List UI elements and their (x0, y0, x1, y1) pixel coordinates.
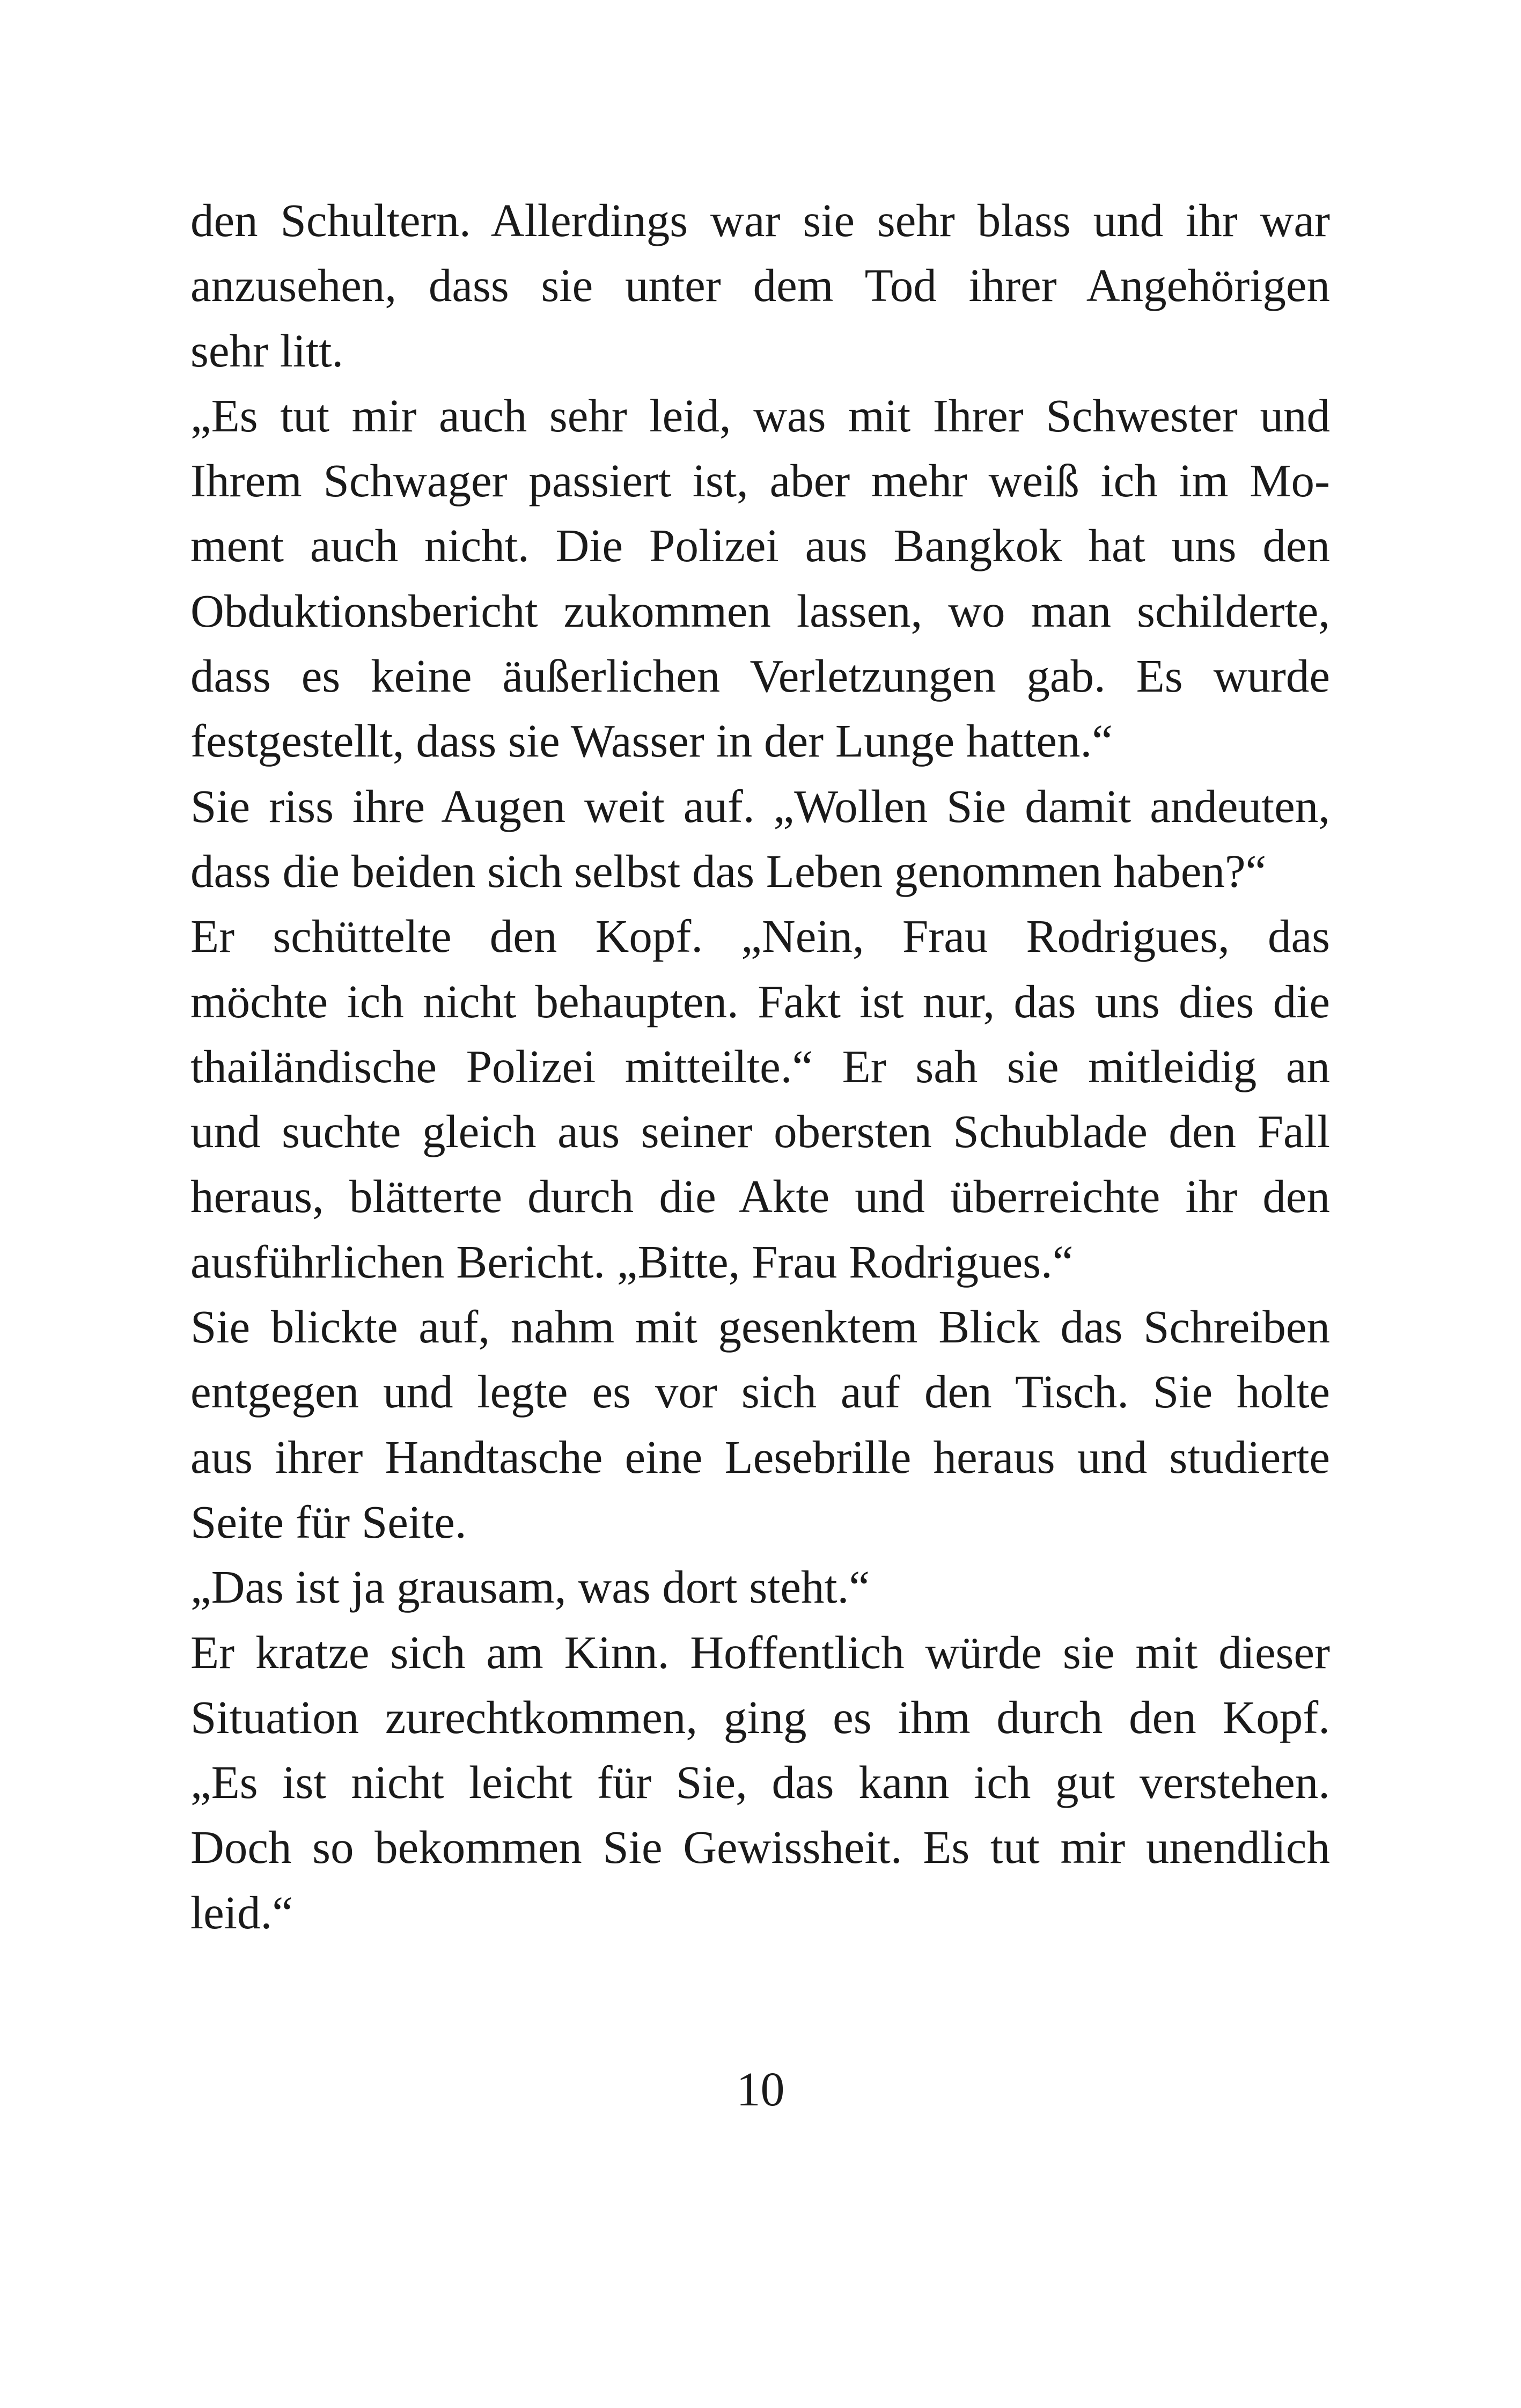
text-line: „Es ist nicht leicht für Sie, das kann ich gut verstehen. (190, 1756, 1330, 1809)
text-line: dass die beiden sich selbst das Leben genommen haben?“ (190, 845, 1267, 897)
text-line: thailändische Polizei mitteilte.“ Er sah sie mitleidig an (190, 1040, 1330, 1092)
text-line: anzusehen, dass sie unter dem Tod ihrer Angehörigen (190, 259, 1330, 312)
text-line: ausführlichen Bericht. „Bitte, Frau Rodrigues.“ (190, 1235, 1074, 1288)
text-line: ment auch nicht. Die Polizei aus Bangkok hat uns den (190, 519, 1330, 572)
text-line: Seite für Seite. (190, 1495, 467, 1548)
text-line: möchte ich nicht behaupten. Fakt ist nur, das uns dies die (190, 975, 1330, 1027)
text-line: Er kratze sich am Kinn. Hoffentlich würde sie mit dieser (190, 1626, 1330, 1678)
text-line: entgegen und legte es vor sich auf den Tisch. Sie holte (190, 1365, 1330, 1418)
text-line: Ihrem Schwager passiert ist, aber mehr weiß ich im Mo- (190, 454, 1330, 507)
text-line: Sie blickte auf, nahm mit gesenktem Blick das Schreiben (190, 1301, 1330, 1353)
text-line: leid.“ (190, 1886, 293, 1939)
text-line: und suchte gleich aus seiner obersten Schublade den Fall (190, 1105, 1330, 1158)
text-line: sehr litt. (190, 324, 344, 377)
text-line: Situation zurechtkommen, ging es ihm durch den Kopf. (190, 1691, 1330, 1743)
text-line: Doch so bekommen Sie Gewissheit. Es tut mir unendlich (190, 1821, 1330, 1874)
text-line: Obduktionsbericht zukommen lassen, wo man schilderte, (190, 584, 1330, 637)
text-line: Sie riss ihre Augen weit auf. „Wollen Sie damit andeuten, (190, 780, 1330, 832)
page-number: 10 (736, 2063, 785, 2116)
text-line: aus ihrer Handtasche eine Lesebrille heraus und studierte (190, 1430, 1330, 1483)
body-text (190, 188, 1330, 1945)
text-line: den Schultern. Allerdings war sie sehr blass und ihr war (190, 194, 1330, 246)
text-line: heraus, blätterte durch die Akte und überreichte ihr den (190, 1170, 1330, 1223)
text-line: „Es tut mir auch sehr leid, was mit Ihrer Schwester und (190, 389, 1330, 442)
text-line: festgestellt, dass sie Wasser in der Lunge hatten.“ (190, 715, 1113, 767)
text-line: „Das ist ja grausam, was dort steht.“ (190, 1561, 870, 1613)
text-line: Er schüttelte den Kopf. „Nein, Frau Rodrigues, das (190, 910, 1330, 963)
text-line: dass es keine äußerlichen Verletzungen gab. Es wurde (190, 650, 1330, 702)
